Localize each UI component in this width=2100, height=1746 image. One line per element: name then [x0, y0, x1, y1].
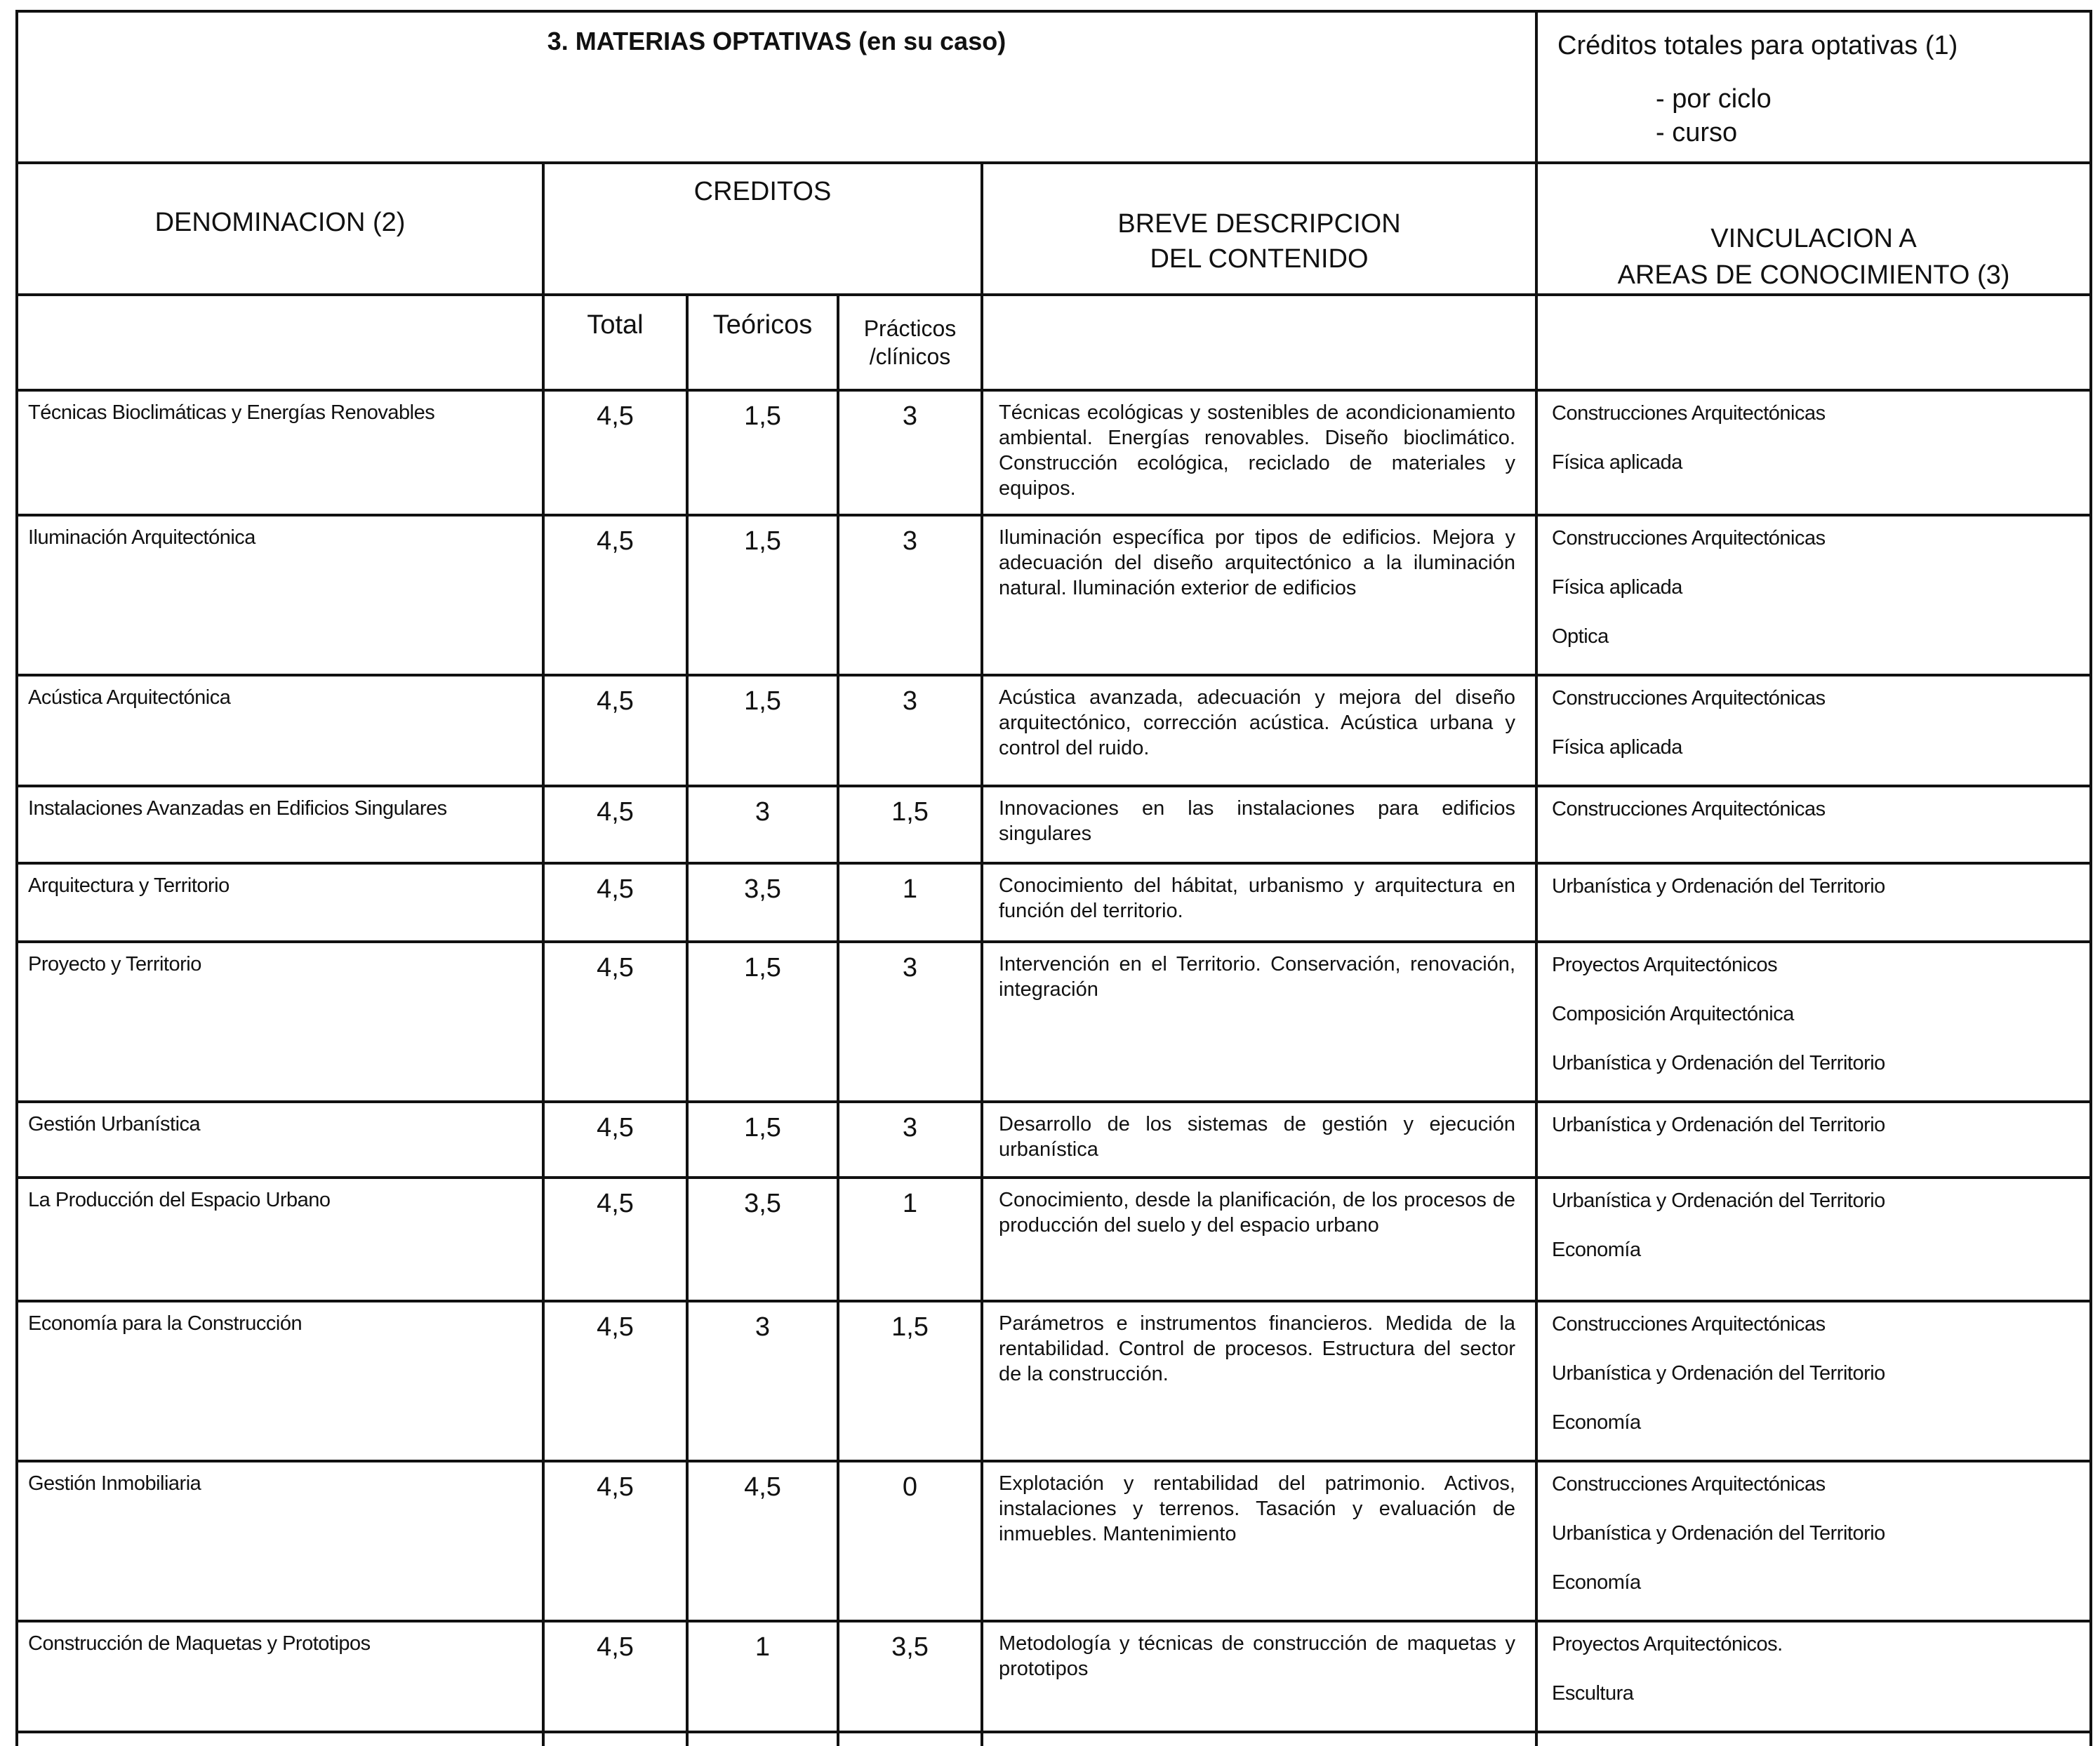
header-descripcion: [982, 163, 1536, 295]
subject-name: Gestión Urbanística: [17, 1102, 543, 1178]
knowledge-area: Economía: [1552, 1571, 1641, 1594]
knowledge-area: Construcciones Arquitectónicas: [1552, 1313, 1826, 1335]
header-creditos: CREDITOS: [543, 163, 982, 295]
title-row: [17, 11, 2091, 163]
knowledge-areas: [1536, 863, 2091, 942]
content-description: Innovaciones en las instalaciones para edificios singulares: [982, 786, 1536, 863]
content-description: Conocimiento, desde la planificación, de los procesos de producción del suelo y del espacio urbano: [982, 1178, 1536, 1301]
credits-practicos: 1,5: [838, 786, 982, 863]
subject-name: Acústica Arquitectónica: [17, 675, 543, 786]
header-vinculacion-line1: VINCULACION A: [1710, 224, 1917, 253]
credits-practicos: 3: [838, 942, 982, 1102]
knowledge-area: Proyectos Arquitectónicos: [1552, 954, 1778, 976]
knowledge-area: Urbanística y Ordenación del Territorio: [1552, 1522, 1885, 1545]
subject-name: Proyecto y Territorio: [17, 942, 543, 1102]
table-row: [17, 675, 2091, 786]
knowledge-area: Construcciones Arquitectónicas: [1552, 798, 1826, 820]
credits-practicos: 3: [838, 515, 982, 675]
credits-practicos: 0: [838, 1461, 982, 1621]
optativas-document: [15, 10, 2089, 1746]
knowledge-areas: [1536, 1178, 2091, 1301]
content-description: Conocimiento del hábitat, urbanismo y arquitectura en función del territorio.: [982, 863, 1536, 942]
subheader-empty-vinc: [1536, 295, 2091, 390]
content-description: Parámetros e instrumentos financieros. Medida de la rentabilidad. Control de procesos. Estructura del sector de la construcción.: [982, 1301, 1536, 1461]
table-row: [17, 786, 2091, 863]
subject-name: Economía para la Construcción: [17, 1301, 543, 1461]
credits-teoricos: 1,5: [687, 675, 838, 786]
subject-name: Técnicas Bioclimáticas y Energías Renovables: [17, 390, 543, 515]
header-denominacion: DENOMINACION (2): [17, 163, 543, 295]
knowledge-areas: [1536, 515, 2091, 675]
knowledge-areas: [1536, 942, 2091, 1102]
subheader-teoricos: Teóricos: [687, 295, 838, 390]
content-description: Metodología y técnicas de construcción de maquetas y prototipos: [982, 1621, 1536, 1732]
knowledge-area: Física aplicada: [1552, 736, 1682, 759]
credits-total: 4,5: [543, 786, 687, 863]
credits-teoricos: 3: [687, 786, 838, 863]
credits-total: 4,5: [543, 1301, 687, 1461]
knowledge-areas: [1536, 1621, 2091, 1732]
per-course-label: - curso: [1656, 118, 1738, 147]
credits-total-cell: [1536, 11, 2091, 163]
credits-practicos: 3: [838, 675, 982, 786]
content-description: Acústica avanzada, adecuación y mejora del diseño arquitectónico, corrección acústica. Acústica urbana y control del ruido.: [982, 675, 1536, 786]
cutoff-cell: [687, 1732, 838, 1746]
knowledge-area: Proyectos Arquitectónicos.: [1552, 1633, 1783, 1655]
credits-teoricos: 3,5: [687, 863, 838, 942]
knowledge-areas: [1536, 675, 2091, 786]
knowledge-area: Optica: [1552, 625, 1609, 648]
subheader-empty-desc: [982, 295, 1536, 390]
knowledge-areas: [1536, 1461, 2091, 1621]
subject-name: La Producción del Espacio Urbano: [17, 1178, 543, 1301]
subheader-practicos: [838, 295, 982, 390]
credits-total: 4,5: [543, 1178, 687, 1301]
table-row: [17, 1301, 2091, 1461]
column-header-row: [17, 163, 2091, 295]
cutoff-row: [17, 1732, 2091, 1746]
credits-total: 4,5: [543, 863, 687, 942]
credits-total: 4,5: [543, 390, 687, 515]
header-vinculacion: [1536, 163, 2091, 295]
knowledge-area: Física aplicada: [1552, 451, 1682, 474]
knowledge-area: Construcciones Arquitectónicas: [1552, 687, 1826, 709]
credits-teoricos: 4,5: [687, 1461, 838, 1621]
credits-practicos: 3,5: [838, 1621, 982, 1732]
knowledge-area: Economía: [1552, 1411, 1641, 1434]
knowledge-area: Urbanística y Ordenación del Territorio: [1552, 875, 1885, 898]
cutoff-cell: [17, 1732, 543, 1746]
credits-total: 4,5: [543, 675, 687, 786]
table-row: [17, 863, 2091, 942]
table-row: [17, 515, 2091, 675]
credits-teoricos: 1,5: [687, 1102, 838, 1178]
header-descripcion-line2: DEL CONTENIDO: [1150, 244, 1369, 274]
knowledge-area: Economía: [1552, 1239, 1641, 1261]
knowledge-area: Composición Arquitectónica: [1552, 1003, 1794, 1025]
credits-total: 4,5: [543, 515, 687, 675]
table-row: [17, 390, 2091, 515]
credits-total: 4,5: [543, 1621, 687, 1732]
knowledge-area: Urbanística y Ordenación del Territorio: [1552, 1114, 1885, 1136]
subheader-row: [17, 295, 2091, 390]
credits-practicos: 3: [838, 1102, 982, 1178]
subheader-empty-left: [17, 295, 543, 390]
per-cycle-label: - por ciclo: [1656, 84, 1772, 114]
table-row: [17, 1461, 2091, 1621]
credits-teoricos: 3,5: [687, 1178, 838, 1301]
credits-teoricos: 1,5: [687, 942, 838, 1102]
subject-name: Instalaciones Avanzadas en Edificios Singulares: [17, 786, 543, 863]
table-row: [17, 1102, 2091, 1178]
cutoff-cell: [982, 1732, 1536, 1746]
credits-total: 4,5: [543, 1461, 687, 1621]
header-descripcion-line1: BREVE DESCRIPCION: [1117, 209, 1401, 239]
credits-total-title: Créditos totales para optativas (1): [1557, 31, 1958, 60]
knowledge-area: Construcciones Arquitectónicas: [1552, 1473, 1826, 1495]
credits-total: 4,5: [543, 942, 687, 1102]
table-row: [17, 942, 2091, 1102]
content-description: Técnicas ecológicas y sostenibles de acondicionamiento ambiental. Energías renovables. Diseño bioclimático. Construcción ecológica, reciclado de materiales y equipos.: [982, 390, 1536, 515]
knowledge-area: Urbanística y Ordenación del Territorio: [1552, 1052, 1885, 1074]
optativas-table: [15, 10, 2092, 1746]
knowledge-areas: [1536, 390, 2091, 515]
subheader-total: Total: [543, 295, 687, 390]
knowledge-areas: [1536, 1102, 2091, 1178]
table-row: [17, 1178, 2091, 1301]
credits-total: 4,5: [543, 1102, 687, 1178]
cutoff-cell: [838, 1732, 982, 1746]
knowledge-area: Construcciones Arquitectónicas: [1552, 402, 1826, 425]
credits-teoricos: 1: [687, 1621, 838, 1732]
content-description: Desarrollo de los sistemas de gestión y ejecución urbanística: [982, 1102, 1536, 1178]
header-vinculacion-line2: AREAS DE CONOCIMIENTO (3): [1617, 260, 2010, 290]
subject-name: Arquitectura y Territorio: [17, 863, 543, 942]
credits-teoricos: 3: [687, 1301, 838, 1461]
credits-teoricos: 1,5: [687, 390, 838, 515]
credits-practicos: 1: [838, 1178, 982, 1301]
section-title: 3. MATERIAS OPTATIVAS (en su caso): [17, 11, 1536, 163]
credits-practicos: 1,5: [838, 1301, 982, 1461]
subheader-practicos-line2: /clínicos: [869, 344, 951, 369]
credits-teoricos: 1,5: [687, 515, 838, 675]
table-row: [17, 1621, 2091, 1732]
content-description: Explotación y rentabilidad del patrimonio. Activos, instalaciones y terrenos. Tasación y evaluación de inmuebles. Mantenimiento: [982, 1461, 1536, 1621]
subheader-practicos-line1: Prácticos: [863, 316, 957, 341]
knowledge-areas: [1536, 786, 2091, 863]
knowledge-area: Urbanística y Ordenación del Territorio: [1552, 1362, 1885, 1385]
subject-name: Iluminación Arquitectónica: [17, 515, 543, 675]
credits-practicos: 3: [838, 390, 982, 515]
knowledge-area: Escultura: [1552, 1682, 1634, 1705]
subject-name: Gestión Inmobiliaria: [17, 1461, 543, 1621]
cutoff-cell: [1536, 1732, 2091, 1746]
knowledge-area: Física aplicada: [1552, 576, 1682, 599]
cutoff-cell: [543, 1732, 687, 1746]
knowledge-area: Urbanística y Ordenación del Territorio: [1552, 1189, 1885, 1212]
credits-practicos: 1: [838, 863, 982, 942]
content-description: Iluminación específica por tipos de edificios. Mejora y adecuación del diseño arquitectónico a la iluminación natural. Iluminación exterior de edificios: [982, 515, 1536, 675]
content-description: Intervención en el Territorio. Conservación, renovación, integración: [982, 942, 1536, 1102]
subject-name: Construcción de Maquetas y Prototipos: [17, 1621, 543, 1732]
knowledge-areas: [1536, 1301, 2091, 1461]
knowledge-area: Construcciones Arquitectónicas: [1552, 527, 1826, 549]
